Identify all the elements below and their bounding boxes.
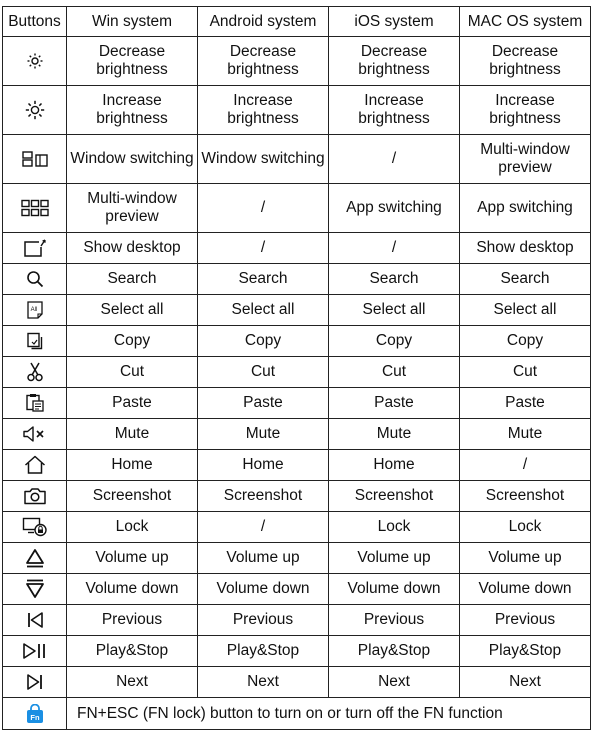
button-cell: [3, 419, 67, 450]
button-cell: [3, 636, 67, 667]
button-cell: [3, 543, 67, 574]
table-row: [3, 636, 591, 667]
previous-track-icon: [26, 611, 44, 629]
mac-cell: Previous: [460, 605, 591, 636]
ios-cell: Copy: [329, 326, 460, 357]
fn-lock-description: FN+ESC (FN lock) button to turn on or turn off the FN function: [67, 698, 591, 730]
table-row: [3, 481, 591, 512]
ios-cell: Cut: [329, 357, 460, 388]
win-cell: Search: [67, 264, 198, 295]
fn-badge-text: Fn: [29, 712, 40, 722]
android-cell: Paste: [198, 388, 329, 419]
table-row: [3, 264, 591, 295]
mute-icon: [22, 425, 48, 443]
ios-cell: App switching: [329, 184, 460, 233]
android-cell: Play&Stop: [198, 636, 329, 667]
mac-cell: Volume up: [460, 543, 591, 574]
mac-cell: Multi-window preview: [460, 135, 591, 184]
scissors-icon: [26, 362, 44, 382]
mac-cell: Cut: [460, 357, 591, 388]
win-cell: Home: [67, 450, 198, 481]
ios-cell: Select all: [329, 295, 460, 326]
header-ios: iOS system: [329, 7, 460, 37]
button-cell: [3, 605, 67, 636]
button-cell: [3, 574, 67, 605]
mac-cell: Select all: [460, 295, 591, 326]
ios-cell: Decrease brightness: [329, 37, 460, 86]
button-cell: [3, 512, 67, 543]
android-cell: Decrease brightness: [198, 37, 329, 86]
next-track-icon: [26, 673, 44, 691]
ios-cell: Search: [329, 264, 460, 295]
button-cell: [3, 481, 67, 512]
table-row: [3, 295, 591, 326]
table-row: [3, 388, 591, 419]
home-icon: [24, 455, 46, 475]
android-cell: Search: [198, 264, 329, 295]
table-row: [3, 605, 591, 636]
table-row: [3, 357, 591, 388]
table-row: [3, 184, 591, 233]
brightness-high-icon: [25, 100, 45, 120]
button-cell: [3, 388, 67, 419]
mac-cell: Search: [460, 264, 591, 295]
win-cell: Show desktop: [67, 233, 198, 264]
camera-icon: [23, 487, 47, 505]
table-row: [3, 667, 591, 698]
win-cell: Decrease brightness: [67, 37, 198, 86]
header-buttons: Buttons: [3, 7, 67, 37]
ios-cell: Mute: [329, 419, 460, 450]
table-row: [3, 512, 591, 543]
play-pause-icon: [22, 642, 48, 660]
volume-down-icon: [25, 579, 45, 599]
mac-cell: Screenshot: [460, 481, 591, 512]
table-row: [3, 419, 591, 450]
table-row: [3, 233, 591, 264]
button-cell: [3, 86, 67, 135]
table-row: [3, 543, 591, 574]
win-cell: Window switching: [67, 135, 198, 184]
mac-cell: Show desktop: [460, 233, 591, 264]
win-cell: Lock: [67, 512, 198, 543]
android-cell: /: [198, 233, 329, 264]
win-cell: Select all: [67, 295, 198, 326]
android-cell: Select all: [198, 295, 329, 326]
android-cell: Home: [198, 450, 329, 481]
win-cell: Cut: [67, 357, 198, 388]
android-cell: Volume up: [198, 543, 329, 574]
button-cell: [3, 667, 67, 698]
header-win: Win system: [67, 7, 198, 37]
android-cell: Cut: [198, 357, 329, 388]
android-cell: Next: [198, 667, 329, 698]
button-cell: [3, 698, 67, 730]
button-cell: [3, 264, 67, 295]
multi-window-grid-icon: [21, 199, 49, 217]
ios-cell: /: [329, 233, 460, 264]
android-cell: Increase brightness: [198, 86, 329, 135]
button-cell: [3, 135, 67, 184]
mac-cell: Lock: [460, 512, 591, 543]
select-all-icon: [26, 301, 44, 319]
button-cell: [3, 295, 67, 326]
android-cell: Screenshot: [198, 481, 329, 512]
ios-cell: Increase brightness: [329, 86, 460, 135]
copy-icon: [26, 332, 44, 350]
win-cell: Volume down: [67, 574, 198, 605]
fn-key-icon: [26, 704, 44, 724]
ios-cell: Volume up: [329, 543, 460, 574]
win-cell: Mute: [67, 419, 198, 450]
ios-cell: Home: [329, 450, 460, 481]
mac-cell: Decrease brightness: [460, 37, 591, 86]
function-key-table: [2, 6, 591, 730]
android-cell: Mute: [198, 419, 329, 450]
win-cell: Next: [67, 667, 198, 698]
android-cell: Copy: [198, 326, 329, 357]
android-cell: Previous: [198, 605, 329, 636]
button-cell: [3, 450, 67, 481]
android-cell: /: [198, 512, 329, 543]
button-cell: [3, 357, 67, 388]
search-icon: [26, 270, 44, 288]
lock-icon: [22, 517, 48, 537]
win-cell: Previous: [67, 605, 198, 636]
fn-lock-row: [3, 698, 591, 730]
table-row: [3, 135, 591, 184]
win-cell: Play&Stop: [67, 636, 198, 667]
android-cell: Window switching: [198, 135, 329, 184]
table-row: [3, 86, 591, 135]
volume-up-icon: [25, 548, 45, 568]
table-row: [3, 37, 591, 86]
header-mac: MAC OS system: [460, 7, 591, 37]
select-all-icon-text: All: [30, 307, 37, 313]
brightness-low-icon: [26, 52, 44, 70]
header-row: [3, 7, 591, 37]
table-row: [3, 326, 591, 357]
table-row: [3, 450, 591, 481]
win-cell: Multi-window preview: [67, 184, 198, 233]
button-cell: [3, 326, 67, 357]
button-cell: [3, 233, 67, 264]
show-desktop-icon: [23, 238, 47, 258]
ios-cell: /: [329, 135, 460, 184]
ios-cell: Previous: [329, 605, 460, 636]
win-cell: Increase brightness: [67, 86, 198, 135]
mac-cell: Mute: [460, 419, 591, 450]
ios-cell: Screenshot: [329, 481, 460, 512]
ios-cell: Paste: [329, 388, 460, 419]
win-cell: Paste: [67, 388, 198, 419]
ios-cell: Next: [329, 667, 460, 698]
mac-cell: Increase brightness: [460, 86, 591, 135]
button-cell: [3, 37, 67, 86]
paste-icon: [25, 393, 45, 413]
mac-cell: Paste: [460, 388, 591, 419]
android-cell: Volume down: [198, 574, 329, 605]
shortcut-table-container: [2, 6, 591, 730]
android-cell: /: [198, 184, 329, 233]
table-row: [3, 574, 591, 605]
ios-cell: Lock: [329, 512, 460, 543]
header-android: Android system: [198, 7, 329, 37]
mac-cell: Copy: [460, 326, 591, 357]
win-cell: Volume up: [67, 543, 198, 574]
mac-cell: App switching: [460, 184, 591, 233]
win-cell: Screenshot: [67, 481, 198, 512]
button-cell: [3, 184, 67, 233]
mac-cell: /: [460, 450, 591, 481]
ios-cell: Play&Stop: [329, 636, 460, 667]
win-cell: Copy: [67, 326, 198, 357]
ios-cell: Volume down: [329, 574, 460, 605]
mac-cell: Volume down: [460, 574, 591, 605]
mac-cell: Next: [460, 667, 591, 698]
window-switch-icon: [22, 150, 48, 168]
mac-cell: Play&Stop: [460, 636, 591, 667]
